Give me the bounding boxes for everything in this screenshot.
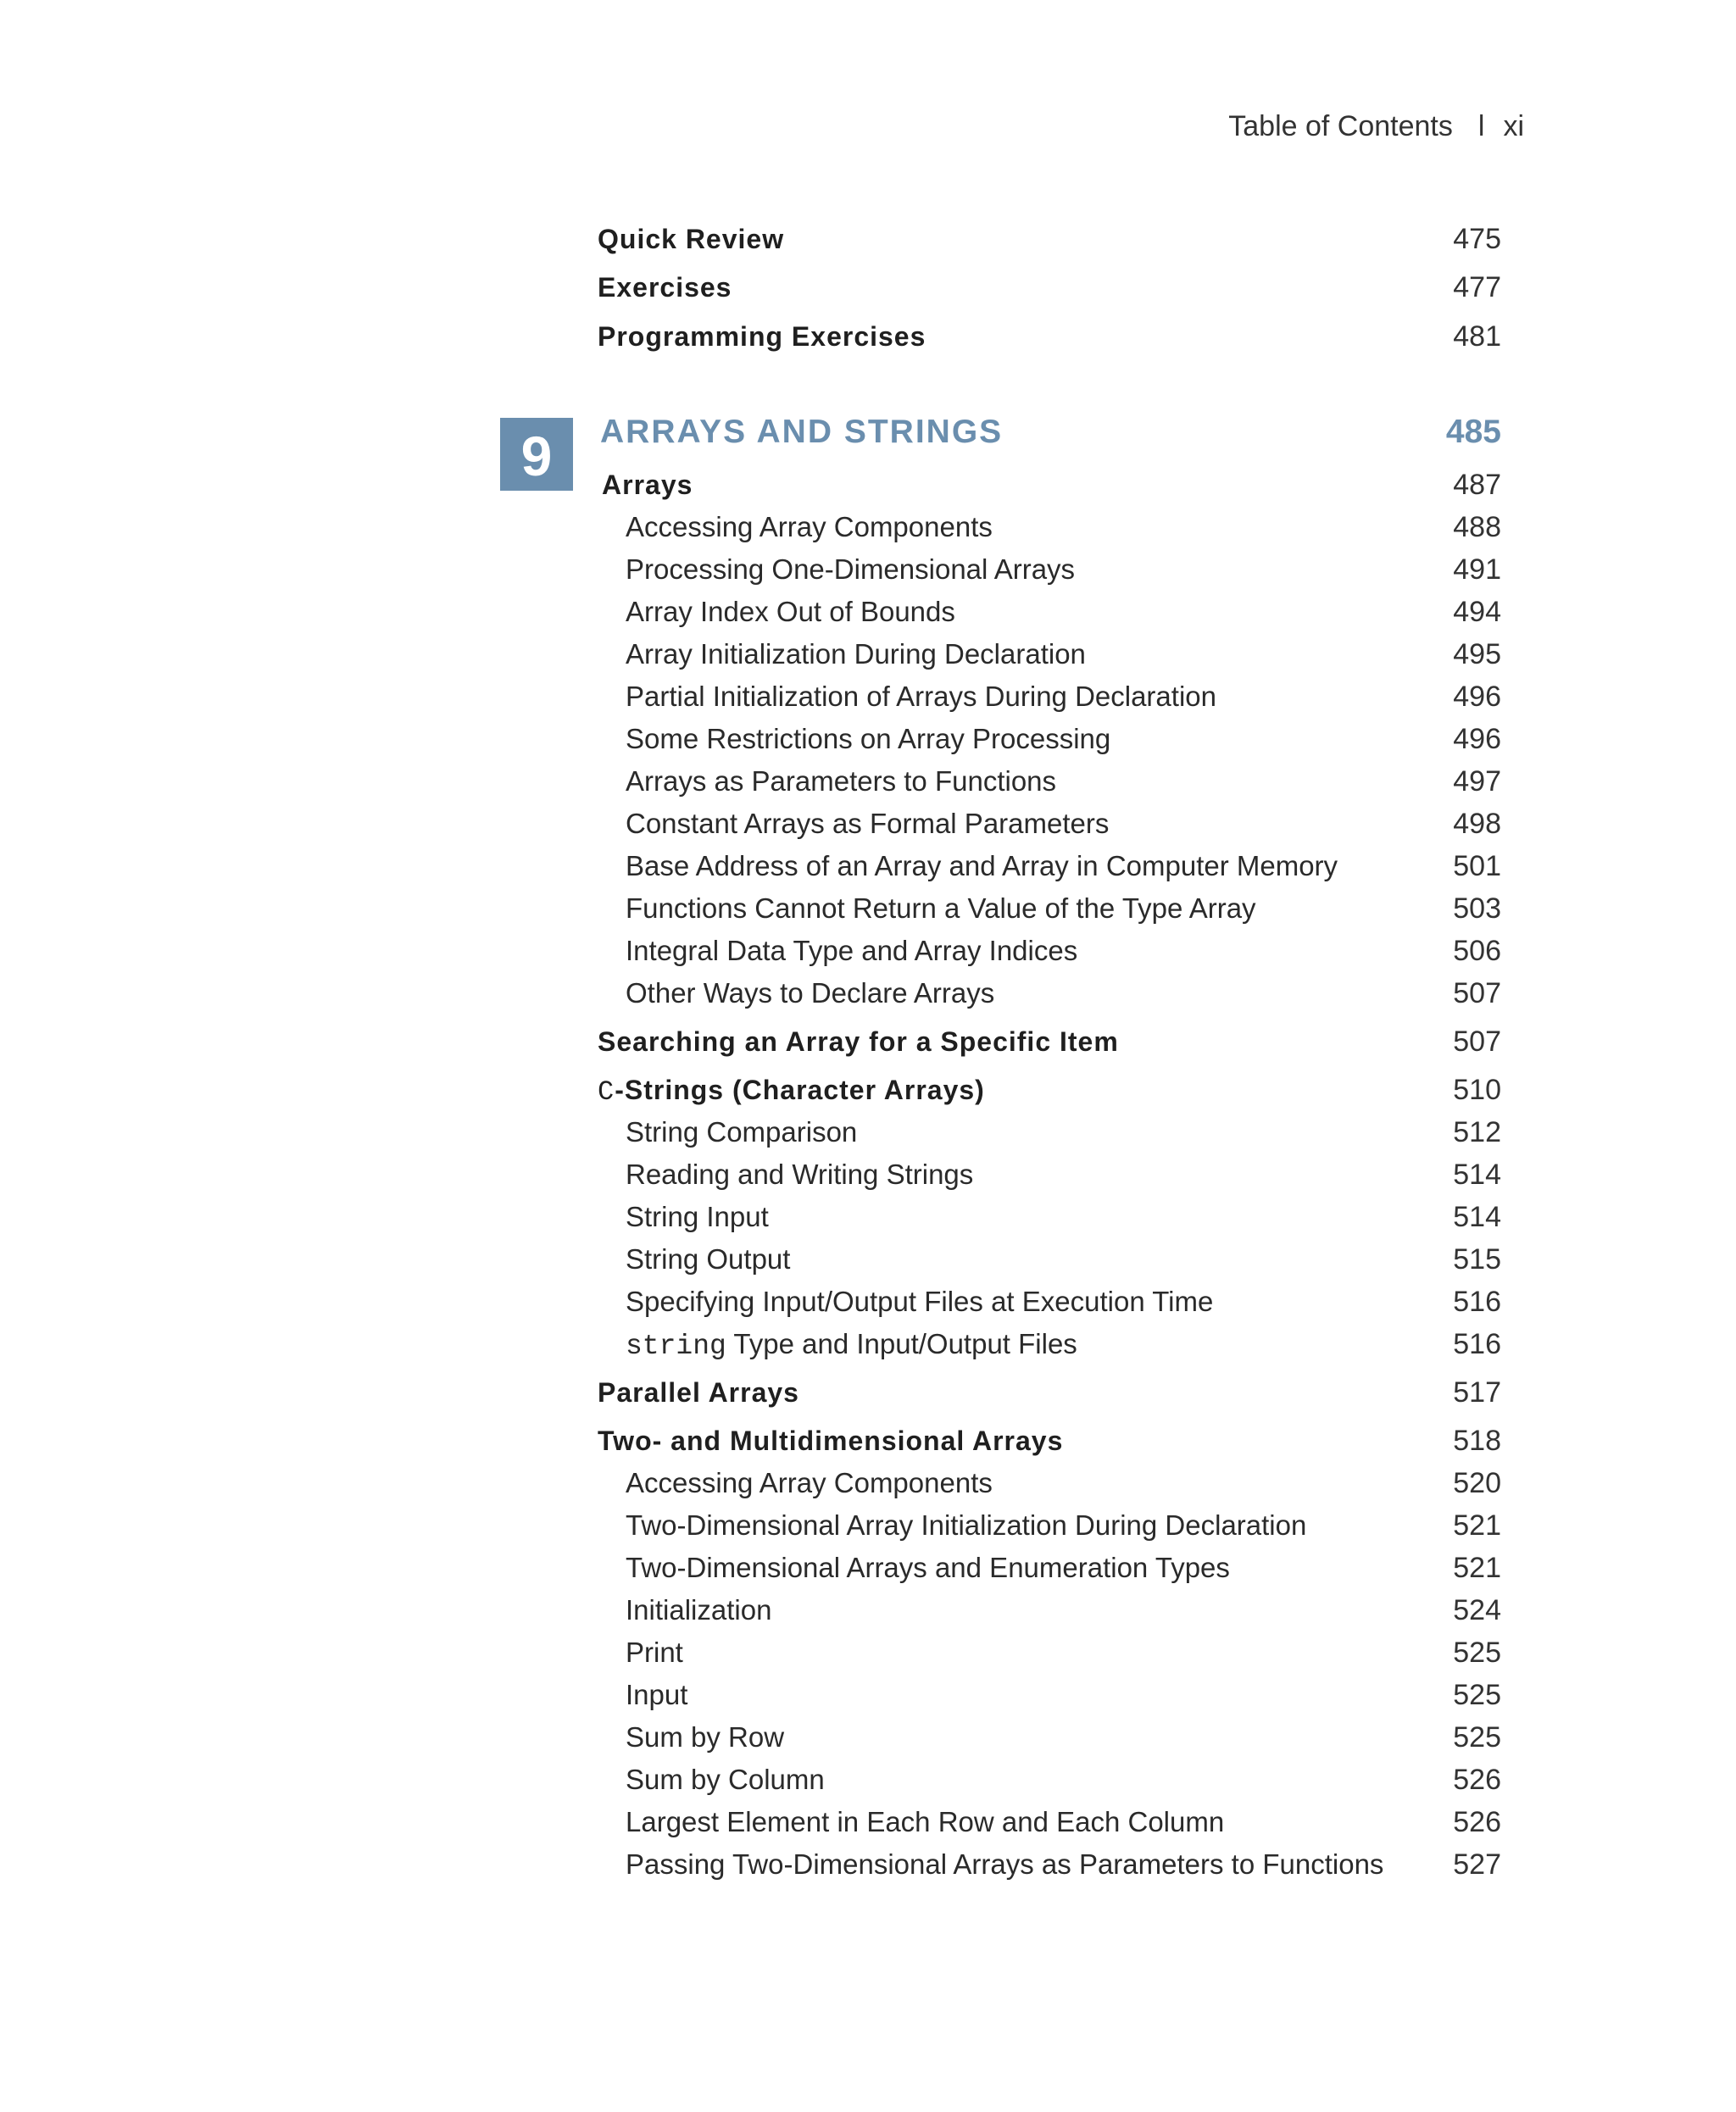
toc-entry[interactable]: [0, 1153, 1736, 1196]
toc-entry-page: 498: [1453, 808, 1501, 840]
toc-entry-page: 525: [1453, 1637, 1501, 1669]
toc-entry[interactable]: [0, 1504, 1736, 1547]
toc-entry-title: Accessing Array Components: [626, 511, 993, 542]
toc-entry-arrays[interactable]: [0, 464, 1736, 506]
toc-entry-title: String Comparison: [626, 1116, 858, 1148]
toc-entry-page: 512: [1453, 1116, 1501, 1148]
toc-entry[interactable]: [0, 1589, 1736, 1631]
toc-entry-page: 491: [1453, 553, 1501, 586]
toc-entry-title: Array Index Out of Bounds: [626, 596, 955, 627]
chapter-page: 485: [1445, 414, 1501, 450]
toc-entry-page: 510: [1453, 1074, 1501, 1106]
toc-entry[interactable]: [0, 1238, 1736, 1281]
toc-entry-string-type[interactable]: [0, 1323, 1736, 1365]
toc-entry[interactable]: [0, 972, 1736, 1014]
toc-entry-code: C: [598, 1076, 615, 1108]
toc-entry-page: 477: [1453, 271, 1501, 303]
toc-entry-searching[interactable]: [0, 1020, 1736, 1063]
toc-entry-page: 497: [1453, 765, 1501, 798]
toc-entry-title: Some Restrictions on Array Processing: [626, 723, 1111, 754]
toc-entry-page: 527: [1453, 1848, 1501, 1881]
toc-entry-page: 520: [1453, 1467, 1501, 1499]
toc-entry-page: 515: [1453, 1243, 1501, 1276]
toc-entry-page: 507: [1453, 1025, 1501, 1058]
toc-entry-title: Two- and Multidimensional Arrays: [598, 1426, 1064, 1456]
toc-entry[interactable]: [0, 930, 1736, 972]
toc-entry-title: Functions Cannot Return a Value of the Type Array: [626, 892, 1256, 924]
toc-entry-title: String Input: [626, 1201, 769, 1232]
toc-entry-title: String Output: [626, 1243, 791, 1275]
toc-entry-page: 516: [1453, 1286, 1501, 1318]
toc-entry-title-text: Type and Input/Output Files: [726, 1328, 1077, 1359]
toc-entry[interactable]: [0, 1759, 1736, 1801]
toc-entry[interactable]: [0, 1547, 1736, 1589]
toc-entry-c-strings[interactable]: [0, 1069, 1736, 1111]
toc-entry-title: Arrays as Parameters to Functions: [626, 765, 1057, 797]
toc-entry[interactable]: [0, 1674, 1736, 1716]
toc-entry-page: 521: [1453, 1552, 1501, 1584]
toc-entry-title: Partial Initialization of Arrays During Declaration: [626, 681, 1216, 712]
toc-entry-page: 488: [1453, 511, 1501, 543]
toc-entry-title: Accessing Array Components: [626, 1467, 993, 1498]
toc-entry-parallel-arrays[interactable]: [0, 1371, 1736, 1414]
toc-entry-title: Programming Exercises: [598, 321, 926, 352]
toc-entry-page: 503: [1453, 892, 1501, 925]
toc-entry[interactable]: [0, 1196, 1736, 1238]
toc-entry-code: string: [626, 1331, 726, 1362]
toc-entry-page: 507: [1453, 977, 1501, 1009]
toc-entry-title: Sum by Row: [626, 1721, 785, 1753]
toc-entry-title: Print: [626, 1637, 683, 1668]
toc-entry-page: 495: [1453, 638, 1501, 670]
toc-entry-page: 524: [1453, 1594, 1501, 1626]
toc-entry-title: Array Initialization During Declaration: [626, 638, 1086, 670]
toc-entry-page: 516: [1453, 1328, 1501, 1360]
toc-entry-quick-review[interactable]: [0, 218, 1736, 260]
toc-entry[interactable]: [0, 1801, 1736, 1843]
toc-entry-page: 514: [1453, 1201, 1501, 1233]
toc-entry-title: Sum by Column: [626, 1764, 825, 1795]
toc-entry-title: Searching an Array for a Specific Item: [598, 1026, 1119, 1057]
toc-entry-title: [598, 1069, 985, 1114]
toc-entry-page: 481: [1453, 320, 1501, 353]
toc-entry-title: Specifying Input/Output Files at Execution Time: [626, 1286, 1214, 1317]
toc-entry-programming-exercises[interactable]: [0, 315, 1736, 358]
toc-entry-page: 526: [1453, 1764, 1501, 1796]
toc-entry-title: Integral Data Type and Array Indices: [626, 935, 1078, 966]
chapter-number-badge: 9: [500, 418, 573, 491]
toc-entry-page: 525: [1453, 1679, 1501, 1711]
toc-entry-page: 526: [1453, 1806, 1501, 1838]
toc-entry[interactable]: [0, 633, 1736, 675]
toc-entry-title: Arrays: [602, 470, 693, 500]
toc-entry-title: Other Ways to Declare Arrays: [626, 977, 995, 1009]
toc-entry-title: Parallel Arrays: [598, 1377, 799, 1408]
running-head-page-number: xi: [1503, 110, 1524, 142]
toc-entry-title: Two-Dimensional Arrays and Enumeration Types: [626, 1552, 1230, 1583]
running-head: [1228, 110, 1524, 143]
toc-entry-title-text: -Strings (Character Arrays): [615, 1075, 985, 1105]
toc-entry-page: 517: [1453, 1376, 1501, 1409]
toc-entry[interactable]: [0, 506, 1736, 548]
toc-entry-title: Two-Dimensional Array Initialization During Declaration: [626, 1509, 1307, 1541]
toc-entry-title: Passing Two-Dimensional Arrays as Parameters to Functions: [626, 1848, 1384, 1880]
toc-entry[interactable]: [0, 803, 1736, 845]
toc-entry-title: [626, 1323, 1077, 1368]
toc-entry-title: Processing One-Dimensional Arrays: [626, 553, 1076, 585]
toc-entry[interactable]: [0, 1462, 1736, 1504]
toc-entry-title: Exercises: [598, 272, 732, 303]
toc-entry-page: 514: [1453, 1159, 1501, 1191]
toc-entry[interactable]: [0, 1631, 1736, 1674]
toc-entry[interactable]: [0, 718, 1736, 760]
toc-entry[interactable]: [0, 1281, 1736, 1323]
toc-entry[interactable]: [0, 675, 1736, 718]
toc-entry-page: 501: [1453, 850, 1501, 882]
toc-entry-page: 518: [1453, 1425, 1501, 1457]
toc-entry[interactable]: [0, 1111, 1736, 1153]
toc-entry-multidimensional[interactable]: [0, 1420, 1736, 1462]
toc-entry-page: 525: [1453, 1721, 1501, 1754]
toc-entry[interactable]: [0, 887, 1736, 930]
toc-entry-title: Initialization: [626, 1594, 772, 1626]
toc-entry-page: 496: [1453, 723, 1501, 755]
toc-entry-page: 496: [1453, 681, 1501, 713]
toc-entry[interactable]: [0, 760, 1736, 803]
toc-entry-page: 494: [1453, 596, 1501, 628]
toc-entry-page: 506: [1453, 935, 1501, 967]
toc-entry-title: Largest Element in Each Row and Each Column: [626, 1806, 1225, 1837]
toc-entry-title: Constant Arrays as Formal Parameters: [626, 808, 1110, 839]
toc-entry-title: Quick Review: [598, 224, 785, 254]
toc-entry-title: Input: [626, 1679, 688, 1710]
toc-entry[interactable]: [0, 548, 1736, 591]
toc-entry-page: 475: [1453, 223, 1501, 255]
toc-entry-page: 521: [1453, 1509, 1501, 1542]
toc-entry[interactable]: [0, 1716, 1736, 1759]
toc-entry[interactable]: [0, 591, 1736, 633]
toc-entry-exercises[interactable]: [0, 266, 1736, 308]
toc-entry-page: 487: [1453, 469, 1501, 501]
running-head-separator: l: [1477, 110, 1485, 142]
toc-entry-title: Base Address of an Array and Array in Computer Memory: [626, 850, 1338, 881]
running-head-section: Table of Contents: [1228, 110, 1453, 142]
toc-entry[interactable]: [0, 845, 1736, 887]
chapter-title[interactable]: ARRAYS AND STRINGS: [600, 414, 1004, 450]
toc-entry[interactable]: [0, 1843, 1736, 1886]
toc-entry-title: Reading and Writing Strings: [626, 1159, 974, 1190]
